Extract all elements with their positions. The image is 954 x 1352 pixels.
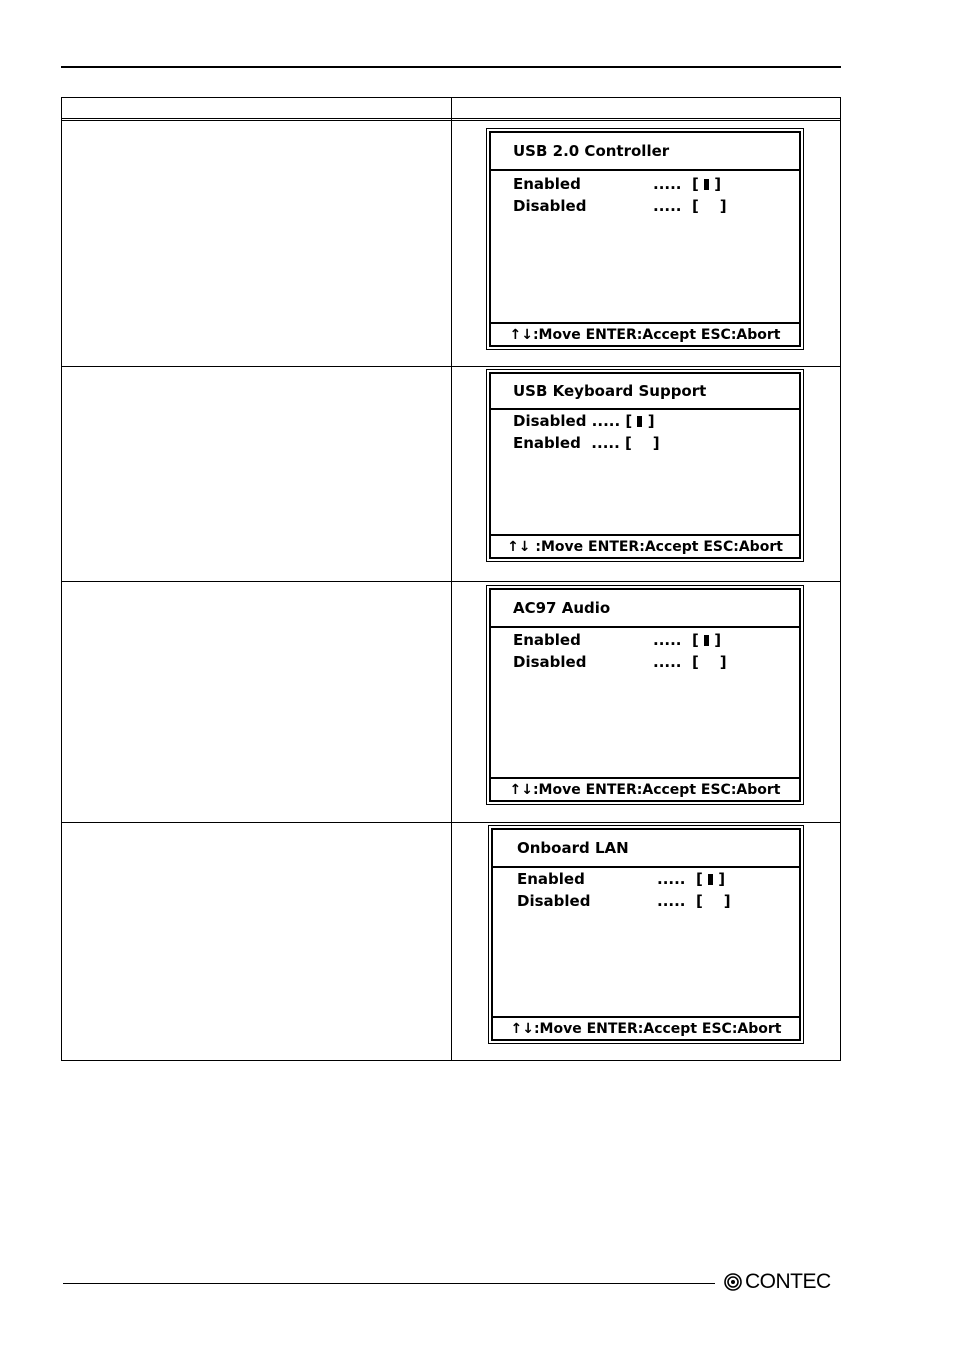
- option-enabled[interactable]: Enabled ..... [ ]: [517, 870, 726, 888]
- footer-rule: [491, 777, 799, 779]
- selected-marker: [637, 416, 642, 427]
- option-label: Disabled: [517, 892, 591, 910]
- contec-logo: [724, 1270, 831, 1294]
- bios-panel-usb-controller: [486, 128, 804, 350]
- panel-title: USB Keyboard Support: [513, 382, 707, 400]
- title-rule: [491, 626, 799, 628]
- footer-rule: [493, 1016, 799, 1018]
- selected-marker: [708, 874, 713, 885]
- brand-name: CONTEC: [745, 1270, 831, 1293]
- option-dots: .....: [657, 870, 686, 888]
- option-label: Enabled: [517, 870, 585, 888]
- option-disabled[interactable]: Disabled ..... [ ]: [513, 412, 655, 430]
- header-rule: [61, 66, 841, 68]
- bios-panel-ac97-audio: [486, 585, 804, 805]
- option-dots: .....: [653, 175, 682, 193]
- title-rule: [491, 169, 799, 171]
- option-enabled[interactable]: Enabled ..... [ ]: [513, 434, 660, 452]
- panel-title: Onboard LAN: [517, 839, 629, 857]
- option-enabled[interactable]: Enabled ..... [ ]: [513, 631, 722, 649]
- option-label: Enabled: [513, 631, 581, 649]
- option-label: Disabled: [513, 412, 587, 430]
- footer-rule-page: [63, 1283, 715, 1284]
- bios-panel-usb-keyboard: [486, 369, 804, 562]
- option-disabled[interactable]: Disabled ..... [ ]: [513, 653, 727, 671]
- row-divider: [62, 581, 840, 582]
- option-label: Enabled: [513, 434, 581, 452]
- footer-rule: [491, 534, 799, 536]
- option-label: Disabled: [513, 197, 587, 215]
- row-divider: [62, 822, 840, 823]
- option-dots: .....: [653, 197, 682, 215]
- bios-panel-onboard-lan: [488, 825, 804, 1044]
- panel-footer: ↑↓:Move ENTER:Accept ESC:Abort: [509, 327, 781, 343]
- title-rule: [491, 408, 799, 410]
- selected-marker: [704, 635, 709, 646]
- panel-footer: ↑↓:Move ENTER:Accept ESC:Abort: [509, 782, 781, 798]
- option-enabled[interactable]: Enabled ..... [ ]: [513, 175, 722, 193]
- title-rule: [493, 866, 799, 868]
- option-label: Enabled: [513, 175, 581, 193]
- option-disabled[interactable]: Disabled ..... [ ]: [517, 892, 731, 910]
- panel-title: USB 2.0 Controller: [513, 142, 670, 160]
- option-disabled[interactable]: Disabled ..... [ ]: [513, 197, 727, 215]
- panel-title: AC97 Audio: [513, 599, 611, 617]
- footer-rule: [491, 322, 799, 324]
- panel-footer: ↑↓ :Move ENTER:Accept ESC:Abort: [507, 539, 783, 555]
- option-dots: .....: [653, 631, 682, 649]
- column-divider: [451, 98, 452, 1060]
- option-dots: .....: [653, 653, 682, 671]
- option-label: Disabled: [513, 653, 587, 671]
- row-divider: [62, 366, 840, 367]
- option-dots: .....: [591, 412, 621, 430]
- contec-logo-icon: [724, 1273, 742, 1291]
- option-dots: .....: [591, 434, 620, 452]
- option-dots: .....: [657, 892, 686, 910]
- panel-footer: ↑↓:Move ENTER:Accept ESC:Abort: [510, 1021, 782, 1037]
- selected-marker: [704, 179, 709, 190]
